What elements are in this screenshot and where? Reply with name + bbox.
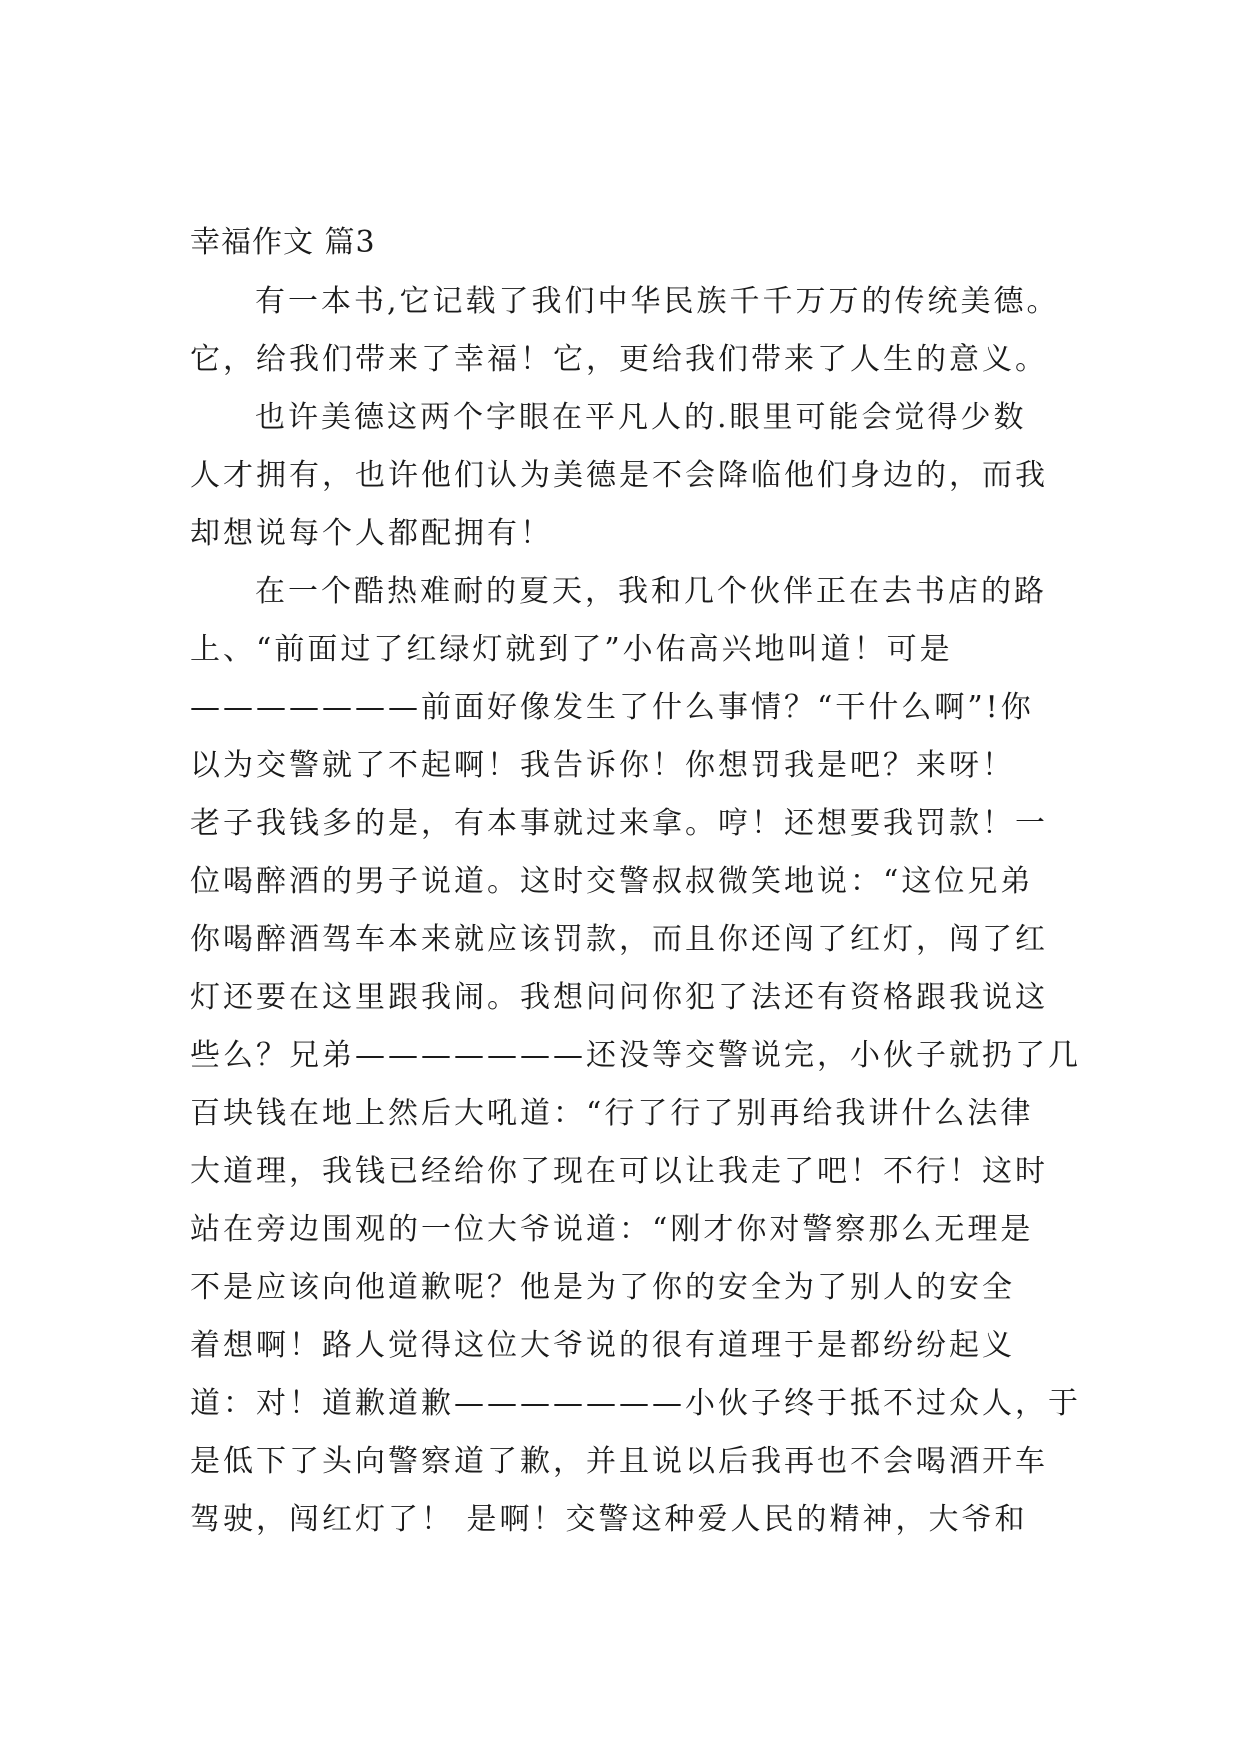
- paragraph-line: 驾驶，闯红灯了！ 是啊！交警这种爱人民的精神，大爷和: [190, 1502, 1028, 1537]
- paragraph-line: 些么？兄弟———————还没等交警说完，小伙子就扔了几: [190, 1038, 1081, 1073]
- paragraph-line: 在一个酷热难耐的夏天，我和几个伙伴正在去书店的路: [255, 574, 1047, 609]
- paragraph-line: 以为交警就了不起啊！我告诉你！你想罚我是吧？来呀！: [190, 748, 1015, 783]
- paragraph-line: 是低下了头向警察道了歉，并且说以后我再也不会喝酒开车: [190, 1444, 1048, 1479]
- paragraph-line: 百块钱在地上然后大吼道：“行了行了别再给我讲什么法律: [190, 1096, 1034, 1131]
- paragraph-line: 不是应该向他道歉呢？他是为了你的安全为了别人的安全: [190, 1270, 1015, 1305]
- paragraph-line: 它，给我们带来了幸福！它，更给我们带来了人生的意义。: [190, 342, 1048, 377]
- paragraph-line: 你喝醉酒驾车本来就应该罚款，而且你还闯了红灯，闯了红: [190, 922, 1048, 957]
- paragraph-line: ———————前面好像发生了什么事情？“干什么啊”!你: [190, 690, 1034, 725]
- paragraph-line: 老子我钱多的是，有本事就过来拿。哼！还想要我罚款！一: [190, 806, 1048, 841]
- paragraph-line: 位喝醉酒的男子说道。这时交警叔叔微笑地说：“这位兄弟: [190, 864, 1034, 899]
- paragraph-line: 着想啊！路人觉得这位大爷说的很有道理于是都纷纷起义: [190, 1328, 1015, 1363]
- paragraph-line: 却想说每个人都配拥有！: [190, 516, 553, 551]
- paragraph-line: 道：对！道歉道歉———————小伙子终于抵不过众人，于: [190, 1386, 1081, 1421]
- paragraph-line: 站在旁边围观的一位大爷说道：“刚才你对警察那么无理是: [190, 1212, 1034, 1247]
- paragraph-line: 大道理，我钱已经给你了现在可以让我走了吧！不行！这时: [190, 1154, 1048, 1189]
- paragraph-line: 也许美德这两个字眼在平凡人的.眼里可能会觉得少数: [255, 400, 1027, 435]
- paragraph-line: 人才拥有，也许他们认为美德是不会降临他们身边的，而我: [190, 458, 1048, 493]
- paragraph-line: 上、“前面过了红绿灯就到了”小佑高兴地叫道！可是: [190, 632, 953, 667]
- paragraph-line: 灯还要在这里跟我闹。我想问问你犯了法还有资格跟我说这: [190, 980, 1048, 1015]
- paragraph-line: 有一本书,它记载了我们中华民族千千万万的传统美德。: [255, 284, 1060, 319]
- document-title: 幸福作文 篇3: [190, 225, 376, 260]
